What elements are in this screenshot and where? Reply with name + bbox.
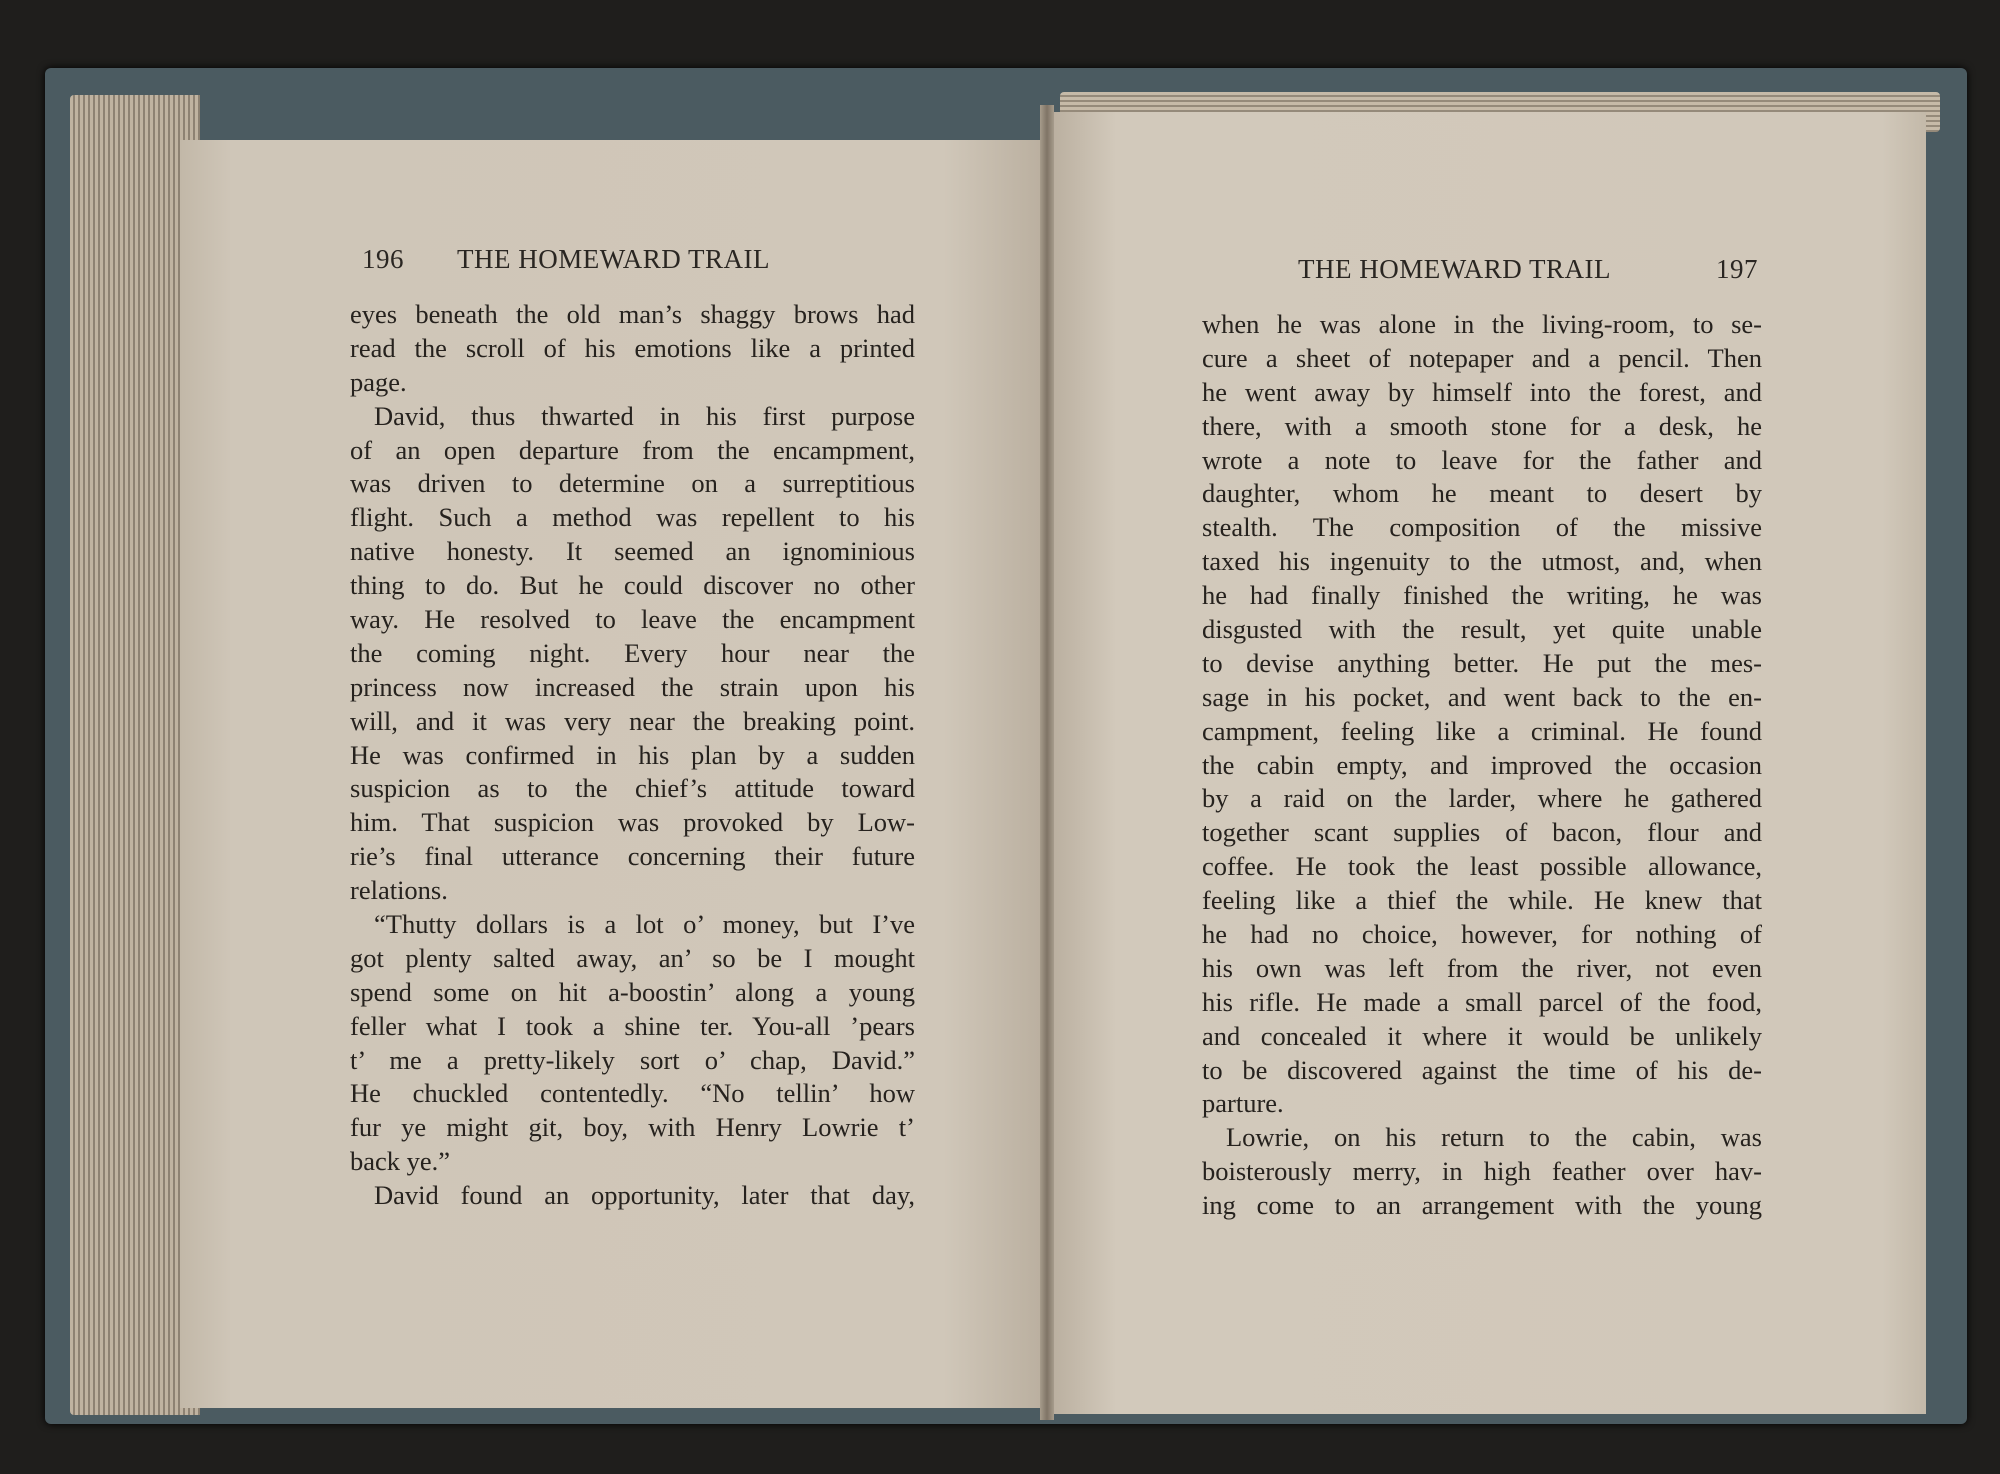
text-line: “Thutty dollars is a lot o’ money, but I’ve [374, 909, 915, 940]
text-line: way. He resolved to leave the encampment [350, 604, 915, 635]
text-line: him. That suspicion was provoked by Low- [350, 807, 915, 838]
text-line: campment, feeling like a criminal. He found [1202, 715, 1762, 746]
text-line: and concealed it where it would be unlikely [1202, 1020, 1762, 1051]
text-line: He chuckled contentedly. “No tellin’ how [350, 1078, 915, 1109]
text-line: he went away by himself into the forest, and [1202, 376, 1762, 407]
text-line: He was confirmed in his plan by a sudden [350, 739, 915, 770]
text-line: by a raid on the larder, where he gathered [1202, 783, 1762, 814]
text-line: wrote a note to leave for the father and [1202, 444, 1762, 475]
right-page-number: 197 [1716, 254, 1758, 284]
text-line: thing to do. But he could discover no other [350, 570, 915, 601]
text-line: suspicion as to the chief’s attitude toward [350, 773, 915, 804]
text-line: eyes beneath the old man’s shaggy brows had [350, 299, 915, 329]
text-line: his rifle. He made a small parcel of the food, [1202, 986, 1762, 1017]
text-line: he had finally finished the writing, he was [1202, 580, 1762, 611]
text-line: cure a sheet of notepaper and a pencil. Then [1202, 342, 1762, 373]
text-line: native honesty. It seemed an ignominious [350, 536, 915, 567]
text-line: rie’s final utterance concerning their future [350, 841, 915, 872]
text-line: flight. Such a method was repellent to his [350, 502, 915, 533]
text-line: he had no choice, however, for nothing of [1202, 919, 1762, 950]
text-line: daughter, whom he meant to desert by [1202, 478, 1762, 509]
text-line: parture. [1202, 1088, 1284, 1119]
text-line: spend some on hit a-boostin’ along a young [350, 976, 915, 1007]
right-page-body [1202, 308, 1762, 1223]
text-line: feeling like a thief the while. He knew that [1202, 885, 1762, 916]
text-line: stealth. The composition of the missive [1202, 512, 1762, 543]
text-line: will, and it was very near the breaking point. [350, 705, 915, 736]
text-line: there, with a smooth stone for a desk, he [1202, 410, 1762, 441]
book-gutter [1040, 105, 1054, 1420]
text-line: Lowrie, on his return to the cabin, was [1226, 1122, 1762, 1153]
left-page-body [350, 298, 915, 1213]
text-line: David found an opportunity, later that day, [374, 1180, 915, 1211]
text-line: coffee. He took the least possible allowance, [1202, 851, 1762, 882]
text-line: boisterously merry, in high feather over hav- [1202, 1156, 1762, 1187]
text-line: got plenty salted away, an’ so be I mought [350, 942, 915, 973]
text-line: feller what I took a shine ter. You-all ’pears [350, 1010, 915, 1041]
left-page-number: 196 [362, 244, 404, 274]
right-running-head: THE HOMEWARD TRAIL [1298, 254, 1611, 284]
text-line: together scant supplies of bacon, flour and [1202, 817, 1762, 848]
text-line: his own was left from the river, not even [1202, 952, 1762, 983]
text-line: page. [350, 366, 407, 397]
text-line: read the scroll of his emotions like a printed [350, 332, 915, 363]
text-line: the cabin empty, and improved the occasion [1202, 749, 1762, 780]
text-line: when he was alone in the living-room, to se- [1202, 309, 1762, 339]
text-line: relations. [350, 875, 448, 906]
text-line: was driven to determine on a surreptitious [350, 468, 915, 499]
left-running-head: THE HOMEWARD TRAIL [457, 244, 770, 274]
text-line: t’ me a pretty-likely sort o’ chap, David.” [350, 1044, 915, 1075]
text-line: David, thus thwarted in his first purpose [374, 400, 915, 431]
text-line: ing come to an arrangement with the young [1202, 1190, 1762, 1221]
text-line: disgusted with the result, yet quite unable [1202, 614, 1762, 645]
text-line: taxed his ingenuity to the utmost, and, when [1202, 546, 1762, 577]
text-line: to devise anything better. He put the mes- [1202, 647, 1762, 678]
text-line: back ye.” [350, 1146, 451, 1177]
text-line: fur ye might git, boy, with Henry Lowrie t’ [350, 1112, 915, 1143]
text-line: to be discovered against the time of his de- [1202, 1054, 1762, 1085]
text-line: the coming night. Every hour near the [350, 637, 915, 668]
text-line: sage in his pocket, and went back to the en- [1202, 681, 1762, 712]
text-line: of an open departure from the encampment, [350, 434, 915, 465]
text-line: princess now increased the strain upon his [350, 671, 915, 702]
